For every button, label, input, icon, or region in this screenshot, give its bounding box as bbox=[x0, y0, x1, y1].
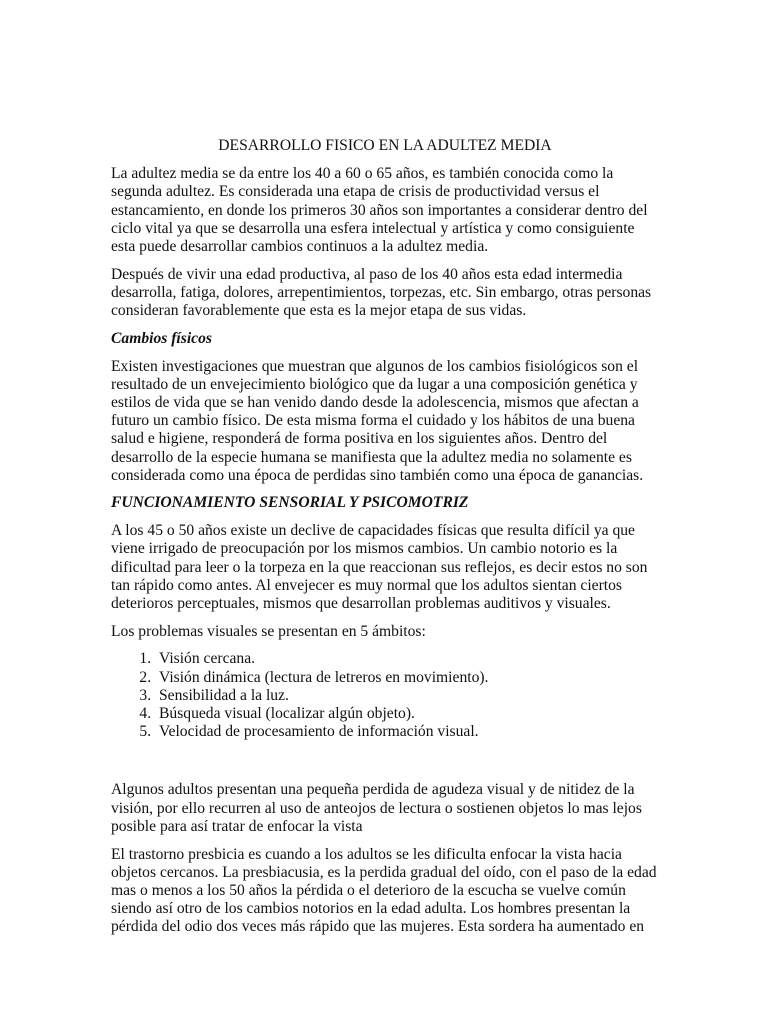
funcionamiento-paragraph-4: El trastorno presbicia es cuando a los adultos se les dificulta enfocar la vista hacia objetos cercanos. La presbiacusia, es la perdida gradual del oído, con el paso de la edad mas o menos a los 50 años la pérdida o el deterioro de la escucha se vuelve común siendo así otro de los cambios notorios en la edad adulta. Los hombres presentan la pérdida del odio dos veces más rápido que las mujeres. Esta sordera ha aumentado en bbox=[111, 845, 657, 936]
section-heading-funcionamiento: FUNCIONAMIENTO SENSORIAL Y PSICOMOTRIZ bbox=[111, 494, 469, 512]
document-title: DESARROLLO FISICO EN LA ADULTEZ MEDIA bbox=[218, 137, 552, 154]
funcionamiento-paragraph-1: A los 45 o 50 años existe un declive de capacidades físicas que resulta difícil ya que viene irrigado de preocupación por los mismos cambios. Un cambio notorio es la dificultad para leer o la torpeza en la que reaccionan sus reflejos, es decir estos no son tan rápido como antes. Al envejecer es muy normal que los adultos sientan ciertos deterioros perceptuales, mismos que desarrollan problemas auditivos y visuales. bbox=[111, 522, 648, 612]
visual-problems-list bbox=[111, 650, 659, 741]
intro-paragraph-1: La adultez media se da entre los 40 a 60 o 65 años, es también conocida como la segunda adultez. Es considerada una etapa de crisis de productividad versus el estancamiento, en donde los primeros 30 años son importantes a considerar dentro del ciclo vital ya que se desarrolla una esfera intelectual y artística y como consiguiente esta puede desarrollar cambios continuos a la adultez media. bbox=[111, 165, 648, 256]
document-page bbox=[111, 137, 659, 946]
list-item: 3. Sensibilidad a la luz. bbox=[155, 687, 659, 705]
list-item: 1. Visión cercana. bbox=[155, 650, 659, 668]
funcionamiento-paragraph-2: Los problemas visuales se presentan en 5 ámbitos: bbox=[111, 622, 426, 640]
cambios-fisicos-paragraph: Existen investigaciones que muestran que algunos de los cambios fisiológicos son el resultado de un envejecimiento biológico que da lugar a una composición genética y estilos de vida que se han venido dando desde la adolescencia, mismos que afectan a futuro un cambio físico. De esta misma forma el cuidado y los hábitos de una buena salud e higiene, responderá de forma positiva en los siguientes años. Dentro del desarrollo de la especie humana se manifiesta que la adultez media no solamente es considerada como una época de perdidas sino también como una época de ganancias. bbox=[111, 357, 644, 484]
list-item: 2. Visión dinámica (lectura de letreros en movimiento). bbox=[155, 669, 659, 687]
section-heading-cambios-fisicos: Cambios físicos bbox=[111, 329, 212, 347]
list-item: 4. Búsqueda visual (localizar algún objeto). bbox=[155, 705, 659, 723]
funcionamiento-paragraph-3: Algunos adultos presentan una pequeña perdida de agudeza visual y de nitidez de la visión, por ello recurren al uso de anteojos de lectura o sostienen objetos lo mas lejos posible para así tratar de enfocar la vista bbox=[111, 781, 642, 835]
intro-paragraph-2: Después de vivir una edad productiva, al paso de los 40 años esta edad intermedia desarrolla, fatiga, dolores, arrepentimientos, torpezas, etc. Sin embargo, otras personas consideran favorablemente que esta es la mejor etapa de sus vidas. bbox=[111, 265, 652, 320]
list-item: 5. Velocidad de procesamiento de información visual. bbox=[155, 723, 659, 741]
